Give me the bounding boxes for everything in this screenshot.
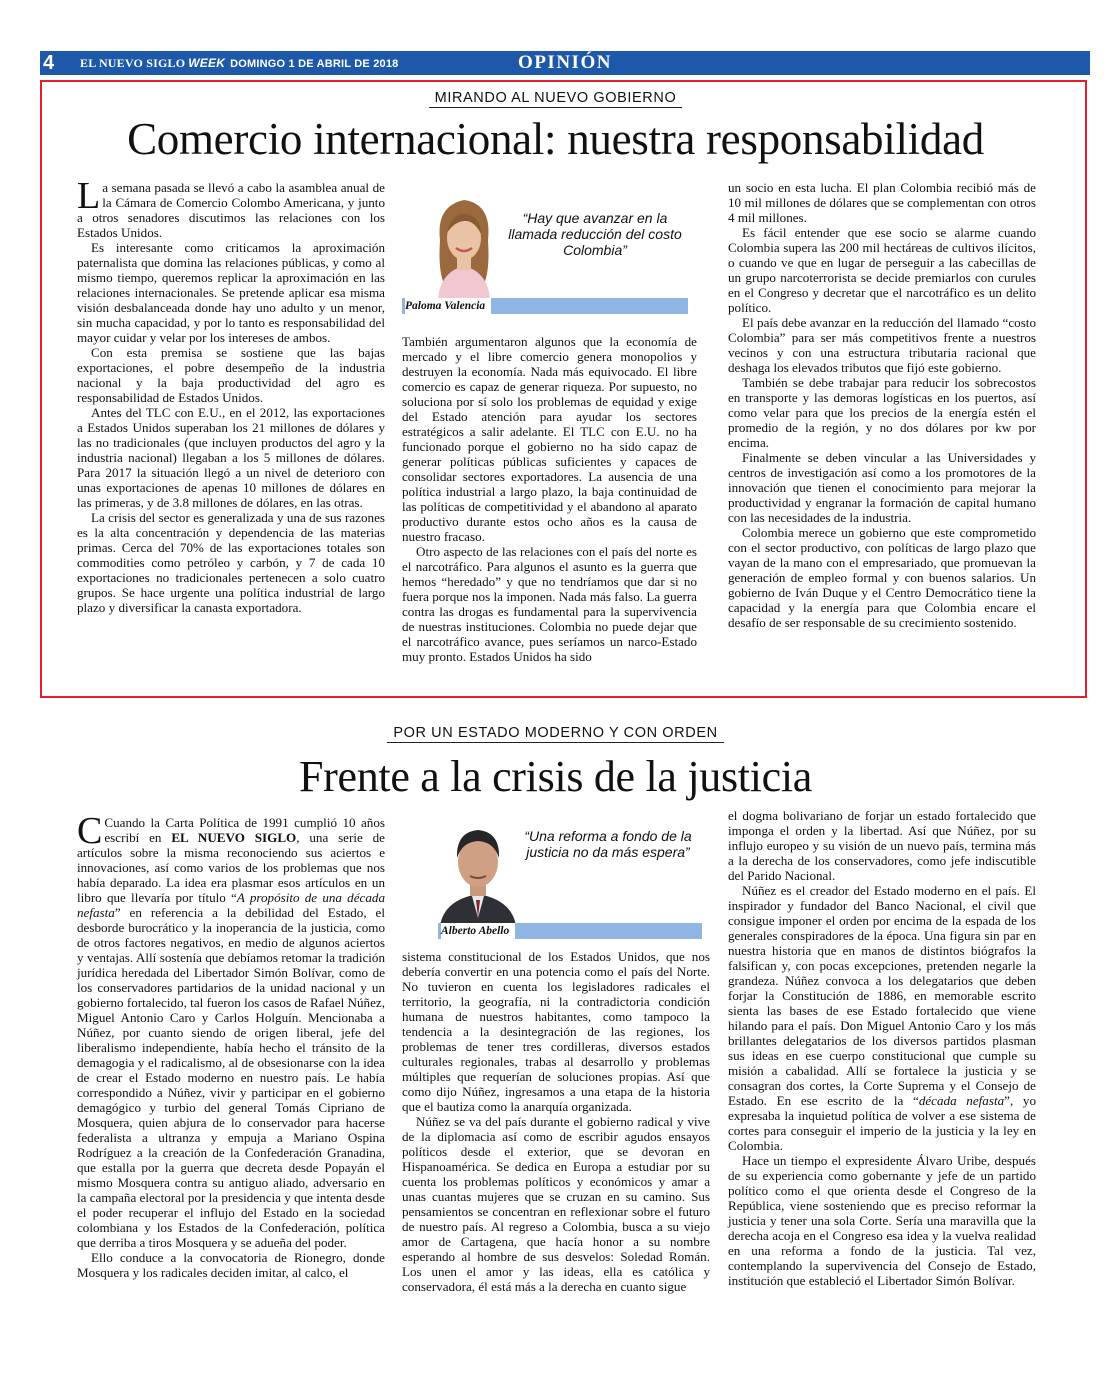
article1-column-2 [402, 334, 697, 664]
author-name-bar [438, 923, 702, 939]
section-title: OPINIÓN [518, 52, 612, 73]
article-paragraph: Colombia merece un gobierno que este comprometido con el sector productivo, con políticas de largo plazo que vayan de la mano con el empresariado, que promuevan la generación de empleo formal y con buenos salarios. Un gobierno de Iván Duque y el Centro Democrático tiene la capacidad y la energía para que Colombia encare el desafío de ser responsable de su crecimiento sostenido. [728, 525, 1036, 630]
article2-paragraph: Hace un tiempo el expresidente Álvaro Uribe, después de su experiencia como gobernante y jefe de un partido político como el que orienta desde el Congreso de la República, viene sosteniendo que es preciso reformar la justicia y tener una sola Corte. Sería una maravilla que la derecha acoja en el Congreso esa idea y la vuelva realidad en una reforma a fondo de la justicia. Tal vez, contemplando la supervivencia del Consejo de Estado, institución que estableció el Libertador Simón Bolívar. [728, 1153, 1036, 1288]
article2-text: ”, yo expresaba la inquietud política de volver a ese sistema de cortes para conseguir el imperio de la justicia y la ley en Colombia. [728, 1093, 1037, 1153]
article2-pull-quote [438, 814, 708, 942]
article2-paragraph: Ello conduce a la convocatoria de Rionegro, donde Mosquera y los radicales deciden imitar, al calco, el [77, 1250, 385, 1280]
article1-column-1 [77, 175, 385, 615]
article2-kicker [0, 725, 1111, 741]
article2-paragraph: el dogma bolivariano de forjar un estado fortalecido que imponga el orden y la libertad. Así que Núñez, por su influjo europeo y su visión de un nuevo país, termina más a la derecha de los conservadores, como jefe indiscutible del Parido Nacional. [728, 808, 1036, 883]
article-paragraph: Antes del TLC con E.U., en el 2012, las exportaciones a Estados Unidos superaban los 21 millones de dólares y las no tradicionales (que incluyen productos del agro y la industria nacional) llegaban a los 5 millones de dólares. Para 2017 la situación llegó a un nivel de deterioro con unas exportaciones de apenas 10 millones de dólares en las primeras, y de 3.8 millones de dólares, en las otras. [77, 405, 385, 510]
article2-kicker-text: POR UN ESTADO MODERNO Y CON ORDEN [387, 725, 723, 743]
article-paragraph: sistema constitucional de los Estados Unidos, que nos debería convertir en una potencia como el país del Norte. No tuvieron en cuenta los legisladores radicales el territorio, la geografía, ni la contradictoria condición humana de nuestros habitantes, como tampoco la tendencia a la desintegración de las regiones, los problemas de tener tres cordilleras, diversos estados culturales regionales, trabas al desarrollo y problemas múltiples que requerían de soluciones propias. Así que como dijo Núñez, ingresamos a una etapa de la historia que el bautiza como la anarquía organizada. [402, 949, 710, 1114]
article2-text: ” en referencia a la debilidad del Estado, el desborde burocrático y la inoperancia de la justicia, como de otros factores negativos, en medio de algunos aciertos y ventajas. Allí sostenía que debíamos retomar la tradición jurídica heredada del Libertador Simón Bolívar, como de los conservadores partidarios de la unidad nacional y un gobierno fortalecido, tal fueron los casos de Rafael Núñez, Miguel Antonio Caro y Carlos Holguín. Mencionaba a Núñez, por cuanto siendo de origen liberal, jefe del liberalismo independiente, había hecho el tránsito de la demagogia y el radicalismo, al de obsesionarse con la idea de crear el Estado moderno en nuestro país. Le había correspondido a Núñez, vivir y participar en el gobierno demagógico y turbio del general Tomás Cipriano de Mosquera, quien abjura de lo conservador para hacerse federalista a ultranza y empuja a Mariano Ospina Rodríguez a la creación de la Confederación Granadina, que estalla por la guerra que decreta desde Popayán el mismo Mosquera contra su antiguo aliado, adversario en la campaña electoral por la presidencia y que intenta desde el poder recuperar el influjo del Estado en la sociedad colombiana y los Estados de la Confederación, política que derriba a tiros Mosquera y se adueña del poder. [77, 905, 385, 1250]
article1-pull-quote [402, 186, 692, 316]
article2-headline: Frente a la crisis de la justicia [298, 752, 813, 801]
article2-text: Núñez es el creador del Estado moderno en el país. El inspirador y fundador del Banco Nacional, el civil que consigue imponer el orden por encima de la espada de los generales conspiradores de la época. Una figura sin par en nuestra historia que en manos de distintos biógrafos la falsifican y, con pocas excepciones, pretenden negarle la grandeza. Núñez convoca a los delegatarios que deben forjar la Constitución de 1886, en memorable escrito sienta las bases de ese Estado fortalecido que viene hilando para el país. Don Miguel Antonio Caro y los más brillantes delegatarios de los diversos partidos plasman sus ideas en ese cuerpo constitucional que cumple su misión a cabalidad. Allí se fortalece la justicia y se consagran dos cortes, la Corte Suprema y el Consejo de Estado. En ese escrito de la “ [728, 883, 1036, 1108]
book-title: A propósito de una década nefasta [77, 890, 385, 920]
author-photo [424, 188, 504, 300]
article-paragraph: Otro aspecto de las relaciones con el país del norte es el narcotráfico. Para algunos el asunto es la guerra que hemos “heredado” y que no tendríamos que dar si no fuera porque nos la imponen. Nada más falso. La guerra contra las drogas es fundamental para la supervivencia de nuestras instituciones. Colombia no puede dejar que el narcotráfico avance, pues seríamos un narco-Estado muy pronto. Estados Unidos ha sido [402, 544, 697, 664]
article2-column-3 [728, 808, 1036, 1288]
article-paragraph: un socio en esta lucha. El plan Colombia recibió más de 10 mil millones de dólares que se complementan con otros 4 mil millones. [728, 180, 1036, 225]
article2-text: , una serie de artículos sobre la misma reconociendo sus aciertos e innovaciones, así como varios de los problemas que nos había deparado. La idea era plasmar esos artículos en un libro que llevaría por título “ [77, 830, 385, 905]
article2-column-1 [77, 810, 385, 1280]
dropcap: L [77, 175, 101, 217]
article-paragraph: El país debe avanzar en la reducción del llamado “costo Colombia” para ser más competitivos frente a nuestros vecinos y con una estructura tributaria racional que deshaga los elevados tributos que fijó este gobierno. [728, 315, 1036, 375]
article-paragraph: Con esta premisa se sostiene que las bajas exportaciones, el pobre desempeño de la industria nacional y la baja productividad del agro es responsabilidad de Estados Unidos. [77, 345, 385, 405]
article-paragraph [77, 175, 385, 240]
article-paragraph: Es interesante como criticamos la aproximación paternalista que domina las relaciones públicas, y como al mismo tiempo, queremos replicar la aproximación en las relaciones internacionales. Se pretende aplicar esa misma visión desbalanceada donde hay uno adulto y un menor, sin mucha capacidad, y por lo tanto es responsabilidad del mayor cuidar y velar por los intereses de ambos. [77, 240, 385, 345]
issue-date: DOMINGO 1 DE ABRIL DE 2018 [230, 58, 399, 70]
paragraph-text: a semana pasada se llevó a cabo la asamblea anual de la Cámara de Comercio Colombo Americana, y junto a otros senadores discutimos las relaciones con los Estados Unidos. [77, 180, 385, 240]
dropcap: C [77, 810, 103, 852]
edition-label: WEEK [188, 56, 226, 70]
article1-quote-text: “Hay que avanzar en la llamada reducción del costo Colombia” [508, 210, 682, 258]
article2-column-2 [402, 949, 710, 1294]
italic-reference: década nefasta [918, 1093, 1005, 1108]
article1-column-3 [728, 180, 1036, 630]
page-number: 4 [43, 52, 55, 74]
author-photo [440, 814, 516, 926]
author-name: Alberto Abello [441, 923, 515, 939]
article2-paragraph [77, 810, 385, 1250]
article-paragraph: La crisis del sector es generalizada y una de sus razones es la alta concentración y dependencia de las materias primas. Cerca del 70% de las exportaciones totales son commodities como petróleo y carbón, y 7 de cada 10 exportaciones no tradicionales pertenecen a solo cuatro grupos. Se hace urgente una política industrial de largo plazo y diversificar la canasta exportadora. [77, 510, 385, 615]
article2-paragraph [728, 883, 1036, 1153]
article-paragraph: También se debe trabajar para reducir los sobrecostos en transporte y las demoras logísticas en los puertos, así como velar para que los precios de la energía estén el promedio de la región, y no dos dólares por kw por encima. [728, 375, 1036, 450]
author-name-bar [402, 298, 688, 314]
article1-kicker-text: MIRANDO AL NUEVO GOBIERNO [429, 90, 683, 108]
paper-title: EL NUEVO SIGLO [80, 56, 186, 70]
author-name: Paloma Valencia [405, 298, 491, 314]
article1-headline: Comercio internacional: nuestra responsabilidad [127, 114, 984, 164]
article2-quote-text: “Una reforma a fondo de la justicia no da más espera” [524, 828, 692, 860]
article-paragraph: Es fácil entender que ese socio se alarme cuando Colombia supera las 200 mil hectáreas de cultivos ilícitos, o cuando ve que en lugar de perseguir a las cabecillas de un grupo narcoterrorista se decide premiarlos con curules en el Congreso y decretar que el narcotráfico es un delito político. [728, 225, 1036, 315]
article-paragraph: También argumentaron algunos que la economía de mercado y el libre comercio genera monopolios y destruyen la economía. Nada más equivocado. El libre comercio es capaz de generar riqueza. Por supuesto, no soluciona por sí solo los problemas de equidad y exige del Estado atención para ayudar los sectores estratégicos a salir adelante. El TLC con E.U. no ha funcionado porque el gobierno no ha sido capaz de generar políticas públicas suficientes y capaces de consolidar sectores exportadores. La ausencia de una política industrial a largo plazo, la baja continuidad de las políticas de competitividad y el abandono al aparato productivo durante estos ocho años es la causa de nuestro fracaso. [402, 334, 697, 544]
article-paragraph: Finalmente se deben vincular a las Universidades y centros de investigación así como a los promotores de la innovación que tienen el conocimiento para mejorar la productividad y engranar la formación de capital humano con las necesidades de la industria. [728, 450, 1036, 525]
masthead-bar [40, 51, 1090, 75]
article-paragraph: Núñez se va del país durante el gobierno radical y vive de la diplomacia así como de escribir agudos ensayos políticos desde el exterior, que se devoran en Hispanoamérica. Se dedica en Europa a estudiar por su cuenta los problemas políticos y económicos y amar a unas cuantas mujeres que se cruzan en su camino. Sus pensamientos se concentran en reflexionar sobre el futuro de nuestro país. Al regreso a Colombia, busca a su viejo amor de Cartagena, que hacía honor a su nombre esperando al hombre de sus desvelos: Soledad Román. Los unen el amor y las ideas, ella es católica y conservadora, él está más a la derecha en cuanto sigue [402, 1114, 710, 1294]
article1-kicker [0, 90, 1111, 106]
paper-reference: EL NUEVO SIGLO [171, 830, 297, 845]
article2-lead: Cuando la Carta Política de 1991 cumplió 10 años escribí en [104, 815, 385, 845]
